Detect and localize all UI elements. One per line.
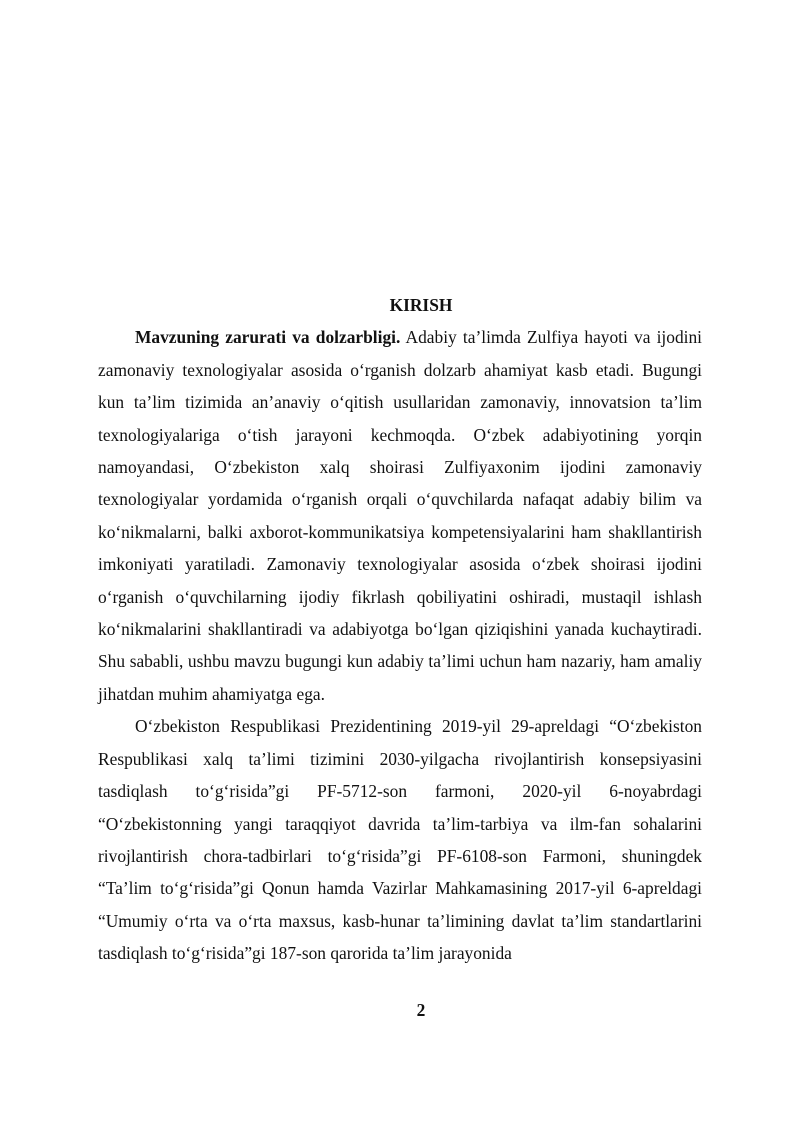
- paragraph-lead: Mavzuning zarurati va dolzarbligi.: [135, 327, 401, 348]
- section-heading: KIRISH: [389, 295, 453, 315]
- decree-paragraph: O‘zbekiston Respublikasi Prezidentining 2019-yil 29-apreldagi “O‘zbekiston Respublikasi xalq ta’limi tizimini 2030-yilgacha rivojlantirish konsepsiyasini tasdiqlash to‘g‘risida”gi PF-5712-son farmoni, 2020-yil 6-noyabrdagi “O‘zbekistonning yangi taraqqiyot davrida ta’lim-tarbiya va ilm-fan sohalarini rivojlantirish chora-tadbirlari to‘g‘risida”gi PF-6108-son Farmoni, shuningdek “Ta’lim to‘g‘risida”gi Qonun hamda Vazirlar Mahkamasining 2017-yil 6-apreldagi “Umumiy o‘rta va o‘rta maxsus, kasb-hunar ta’limining davlat ta’lim standartlarini tasdiqlash to‘g‘risida”gi 187-son qarorida ta’lim jarayonida: [98, 716, 702, 964]
- intro-paragraph: [98, 321, 702, 710]
- paragraph-text: Adabiy ta’limda Zulfiya hayoti va ijodini zamonaviy texnologiyalar asosida o‘rganish dolzarb ahamiyat kasb etadi. Bugungi kun ta’lim tizimida an’anaviy o‘qitish usullaridan zamonaviy, innovatsion ta’lim texnologiyalariga o‘tish jarayoni kechmoqda. O‘zbek adabiyotining yorqin namoyandasi, O‘zbekiston xalq shoirasi Zulfiyaxonim ijodini zamonaviy texnologiyalar yordamida o‘rganish orqali o‘quvchilarda nafaqat adabiy bilim va ko‘nikmalarni, balki axborot-kommunikatsiya kompetensiyalarini ham shakllantirish imkoniyati yaratiladi. Zamonaviy texnologiyalar asosida o‘zbek shoirasi ijodini o‘rganish o‘quvchilarning ijodiy fikrlash qobiliyatini oshiradi, mustaqil ishlash ko‘nikmalarini shakllantiradi va adabiyotga bo‘lgan qiziqishini yanada kuchaytiradi. Shu sababli, ushbu mavzu bugungi kun adabiy ta’limi uchun ham nazariy, ham amaliy jihatdan muhim ahamiyatga ega.: [98, 327, 702, 704]
- page-body: [98, 289, 702, 970]
- page-number: 2: [416, 1000, 426, 1020]
